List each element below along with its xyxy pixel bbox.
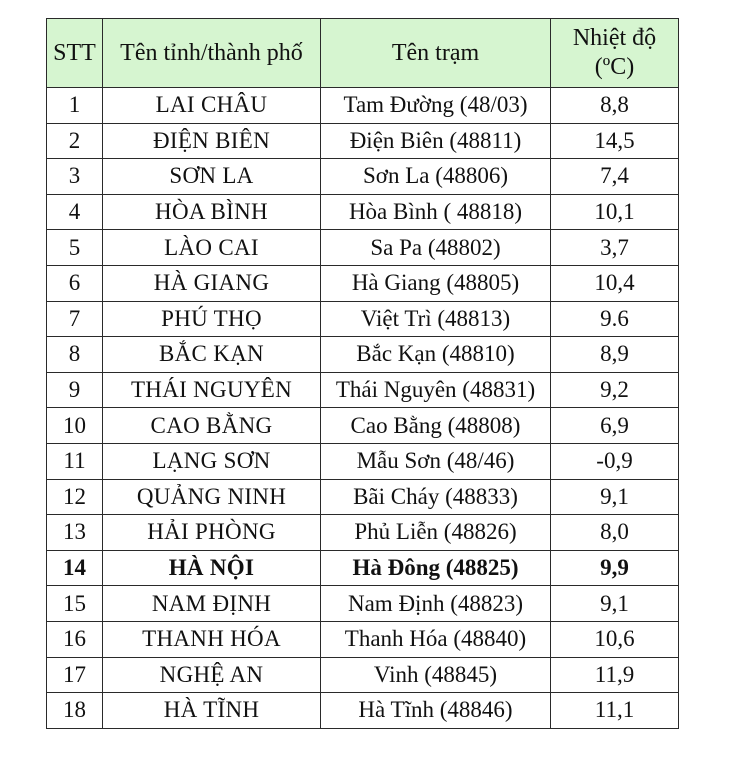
cell-stt: 14 <box>47 550 103 586</box>
cell-stt: 2 <box>47 123 103 159</box>
header-temperature <box>551 19 679 88</box>
cell-stt: 1 <box>47 88 103 124</box>
cell-stt: 9 <box>47 372 103 408</box>
cell-stt: 15 <box>47 586 103 622</box>
cell-stt: 7 <box>47 301 103 337</box>
cell-station: Phủ Liễn (48826) <box>321 515 551 551</box>
table-row <box>47 515 679 551</box>
cell-station: Sơn La (48806) <box>321 159 551 195</box>
cell-stt: 18 <box>47 693 103 729</box>
header-temperature-line2: (ºC) <box>594 54 635 80</box>
cell-province: HÒA BÌNH <box>103 194 321 230</box>
table-header <box>47 19 679 88</box>
cell-station: Bắc Kạn (48810) <box>321 337 551 373</box>
cell-temperature: 10,1 <box>551 194 679 230</box>
cell-temperature: 11,9 <box>551 657 679 693</box>
cell-temperature: 11,1 <box>551 693 679 729</box>
cell-province: HẢI PHÒNG <box>103 515 321 551</box>
table-row <box>47 265 679 301</box>
cell-temperature: 9,1 <box>551 586 679 622</box>
temperature-table <box>46 18 679 729</box>
table-row <box>47 550 679 586</box>
cell-province: ĐIỆN BIÊN <box>103 123 321 159</box>
cell-station: Hà Đông (48825) <box>321 550 551 586</box>
cell-province: HÀ TĨNH <box>103 693 321 729</box>
table-row <box>47 123 679 159</box>
cell-temperature: 7,4 <box>551 159 679 195</box>
cell-province: HÀ NỘI <box>103 550 321 586</box>
cell-temperature: 8,9 <box>551 337 679 373</box>
cell-station: Việt Trì (48813) <box>321 301 551 337</box>
table-row <box>47 230 679 266</box>
cell-temperature: 9.6 <box>551 301 679 337</box>
cell-temperature: -0,9 <box>551 443 679 479</box>
cell-station: Hòa Bình ( 48818) <box>321 194 551 230</box>
table-body <box>47 88 679 729</box>
cell-temperature: 9,9 <box>551 550 679 586</box>
cell-temperature: 9,2 <box>551 372 679 408</box>
cell-station: Thanh Hóa (48840) <box>321 621 551 657</box>
cell-stt: 11 <box>47 443 103 479</box>
cell-stt: 10 <box>47 408 103 444</box>
header-temperature-line1: Nhiệt độ <box>572 25 657 51</box>
cell-station: Bãi Cháy (48833) <box>321 479 551 515</box>
cell-stt: 16 <box>47 621 103 657</box>
cell-temperature: 3,7 <box>551 230 679 266</box>
cell-province: LÀO CAI <box>103 230 321 266</box>
cell-province: NAM ĐỊNH <box>103 586 321 622</box>
cell-station: Mẫu Sơn (48/46) <box>321 443 551 479</box>
cell-province: LẠNG SƠN <box>103 443 321 479</box>
cell-stt: 3 <box>47 159 103 195</box>
header-stt: STT <box>47 19 103 88</box>
cell-temperature: 9,1 <box>551 479 679 515</box>
header-station: Tên trạm <box>321 19 551 88</box>
cell-stt: 6 <box>47 265 103 301</box>
cell-temperature: 14,5 <box>551 123 679 159</box>
cell-station: Cao Bằng (48808) <box>321 408 551 444</box>
cell-stt: 12 <box>47 479 103 515</box>
table-row <box>47 657 679 693</box>
table-row <box>47 479 679 515</box>
table-row <box>47 693 679 729</box>
cell-province: SƠN LA <box>103 159 321 195</box>
cell-station: Hà Giang (48805) <box>321 265 551 301</box>
cell-station: Thái Nguyên (48831) <box>321 372 551 408</box>
table-row <box>47 408 679 444</box>
header-row <box>47 19 679 88</box>
cell-province: QUẢNG NINH <box>103 479 321 515</box>
cell-province: THÁI NGUYÊN <box>103 372 321 408</box>
table-row <box>47 586 679 622</box>
cell-station: Vinh (48845) <box>321 657 551 693</box>
table-row <box>47 194 679 230</box>
cell-station: Tam Đường (48/03) <box>321 88 551 124</box>
cell-station: Điện Biên (48811) <box>321 123 551 159</box>
table-row <box>47 301 679 337</box>
cell-province: BẮC KẠN <box>103 337 321 373</box>
table-row <box>47 159 679 195</box>
table-row <box>47 88 679 124</box>
cell-province: THANH HÓA <box>103 621 321 657</box>
cell-province: LAI CHÂU <box>103 88 321 124</box>
cell-station: Sa Pa (48802) <box>321 230 551 266</box>
cell-stt: 5 <box>47 230 103 266</box>
cell-temperature: 8,8 <box>551 88 679 124</box>
cell-stt: 4 <box>47 194 103 230</box>
table-row <box>47 337 679 373</box>
cell-temperature: 10,4 <box>551 265 679 301</box>
cell-province: NGHỆ AN <box>103 657 321 693</box>
cell-temperature: 6,9 <box>551 408 679 444</box>
cell-province: CAO BẰNG <box>103 408 321 444</box>
header-province: Tên tỉnh/thành phố <box>103 19 321 88</box>
cell-stt: 8 <box>47 337 103 373</box>
cell-station: Hà Tĩnh (48846) <box>321 693 551 729</box>
cell-temperature: 8,0 <box>551 515 679 551</box>
cell-temperature: 10,6 <box>551 621 679 657</box>
cell-province: PHÚ THỌ <box>103 301 321 337</box>
table-row <box>47 443 679 479</box>
cell-stt: 13 <box>47 515 103 551</box>
table-row <box>47 372 679 408</box>
table-row <box>47 621 679 657</box>
cell-stt: 17 <box>47 657 103 693</box>
cell-province: HÀ GIANG <box>103 265 321 301</box>
cell-station: Nam Định (48823) <box>321 586 551 622</box>
